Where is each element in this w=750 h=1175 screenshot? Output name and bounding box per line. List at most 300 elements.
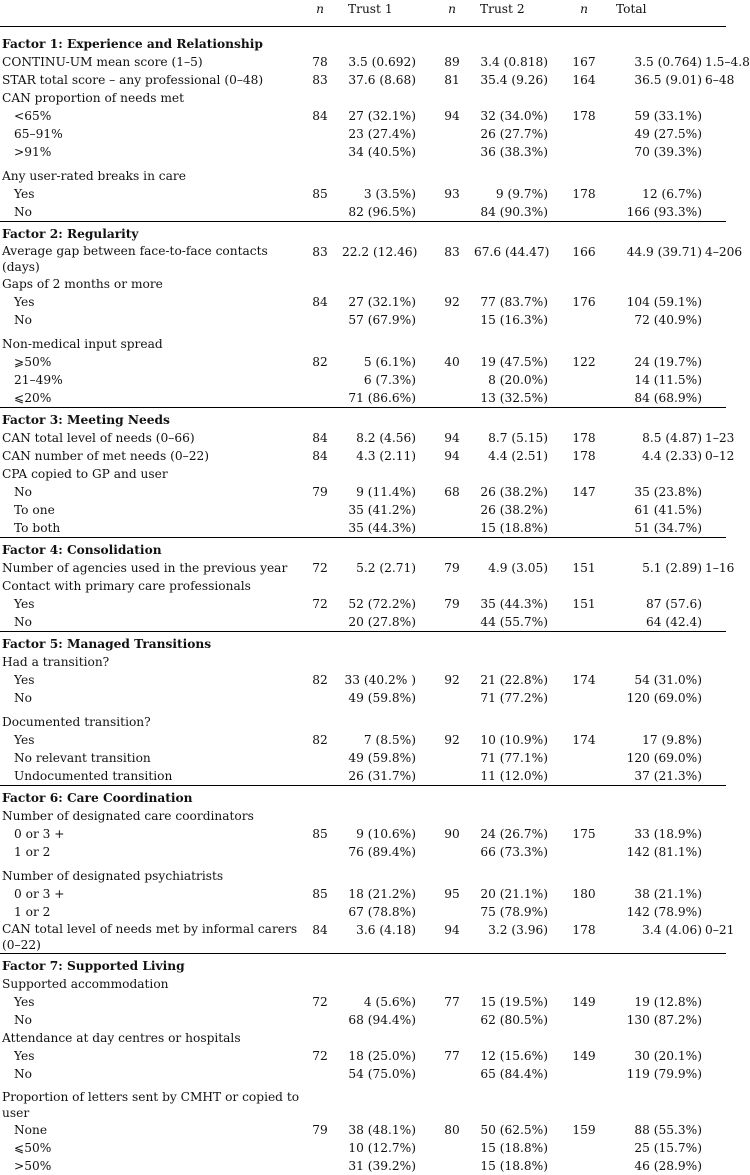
trust1-value <box>340 749 432 767</box>
n-total <box>564 975 604 993</box>
trust1-value <box>340 559 432 577</box>
header-trust2: Trust 2 <box>472 0 564 27</box>
trust1-value <box>340 1029 432 1047</box>
trust1-value <box>340 311 432 329</box>
total-value <box>604 843 726 861</box>
total-value-text: 12 (6.7%) <box>606 185 702 203</box>
n-trust2 <box>432 861 472 885</box>
trust2-value-text: 35 (44.3%) <box>474 595 548 613</box>
row-label: CPA copied to GP and user <box>0 465 300 483</box>
row-label: No <box>0 483 300 501</box>
trust1-value <box>340 329 432 353</box>
n-trust2 <box>432 1157 472 1175</box>
total-value <box>604 89 726 107</box>
total-value <box>604 595 726 613</box>
n-trust2 <box>432 311 472 329</box>
n-trust1 <box>300 1139 340 1157</box>
trust2-value-text: 3.4 (0.818) <box>474 53 548 71</box>
table-subrow <box>0 501 726 519</box>
row-label: ⩽50% <box>0 1139 300 1157</box>
factor-heading: Factor 1: Experience and Relationship <box>0 27 726 54</box>
total-value-text: 72 (40.9%) <box>606 311 702 329</box>
trust2-value <box>472 429 564 447</box>
trust2-value <box>472 1029 564 1047</box>
table-subrow <box>0 1011 726 1029</box>
n-total <box>564 577 604 595</box>
row-label: To one <box>0 501 300 519</box>
trust2-value <box>472 519 564 538</box>
trust1-value <box>340 275 432 293</box>
trust2-value <box>472 707 564 731</box>
n-trust1: 84 <box>300 107 340 125</box>
trust2-value-text: 20 (21.1%) <box>474 885 548 903</box>
n-trust1: 85 <box>300 885 340 903</box>
total-value <box>604 371 726 389</box>
n-total: 178 <box>564 447 604 465</box>
trust2-value <box>472 371 564 389</box>
trust2-value-text: 71 (77.2%) <box>474 689 548 707</box>
total-value-text: 14 (11.5%) <box>606 371 702 389</box>
trust2-value-text: 19 (47.5%) <box>474 353 548 371</box>
total-value-text: 54 (31.0%) <box>606 671 702 689</box>
trust1-value-text: 18 (25.0%) <box>342 1047 416 1065</box>
total-value <box>604 71 726 89</box>
total-value-text: 8.5 (4.87) <box>606 429 702 447</box>
trust1-value <box>340 993 432 1011</box>
trust2-value <box>472 311 564 329</box>
n-total: 167 <box>564 53 604 71</box>
trust2-value-text: 10 (10.9%) <box>474 731 548 749</box>
trust1-value <box>340 89 432 107</box>
total-range: 4–206 <box>705 245 742 259</box>
table-subrow <box>0 519 726 538</box>
trust1-value <box>340 1121 432 1139</box>
table-subrow <box>0 389 726 408</box>
trust2-value <box>472 807 564 825</box>
trust2-value <box>472 1139 564 1157</box>
table-row <box>0 577 726 595</box>
total-value-text: 3.5 (0.764) <box>606 53 702 71</box>
trust1-value-text: 20 (27.8%) <box>342 613 416 631</box>
trust2-value <box>472 53 564 71</box>
trust1-value <box>340 577 432 595</box>
trust2-value <box>472 1083 564 1121</box>
trust2-value-text: 62 (80.5%) <box>474 1011 548 1029</box>
n-trust1 <box>300 1083 340 1121</box>
n-trust1 <box>300 843 340 861</box>
n-total: 175 <box>564 825 604 843</box>
n-total: 122 <box>564 353 604 371</box>
n-total <box>564 861 604 885</box>
n-trust1: 82 <box>300 731 340 749</box>
trust2-value <box>472 329 564 353</box>
trust2-value-text: 50 (62.5%) <box>474 1121 548 1139</box>
n-trust2 <box>432 371 472 389</box>
trust2-value <box>472 921 564 954</box>
total-value-text: 142 (78.9%) <box>606 903 702 921</box>
total-value-text: 142 (81.1%) <box>606 843 702 861</box>
trust2-value <box>472 1065 564 1083</box>
n-total <box>564 1065 604 1083</box>
total-value-text: 120 (69.0%) <box>606 749 702 767</box>
table-body <box>0 27 726 1175</box>
table-row <box>0 975 726 993</box>
n-total: 164 <box>564 71 604 89</box>
factor-heading-row <box>0 222 726 244</box>
row-label: None <box>0 1121 300 1139</box>
total-range: 1.5–4.8 <box>705 55 750 69</box>
n-trust2: 77 <box>432 1047 472 1065</box>
trust1-value <box>340 143 432 161</box>
trust1-value-text: 3.6 (4.18) <box>342 921 416 939</box>
total-value-text: 38 (21.1%) <box>606 885 702 903</box>
n-trust1 <box>300 1065 340 1083</box>
trust2-value-text: 12 (15.6%) <box>474 1047 548 1065</box>
n-total <box>564 125 604 143</box>
n-trust2 <box>432 903 472 921</box>
n-trust1: 84 <box>300 921 340 954</box>
trust2-value <box>472 203 564 222</box>
trust2-value <box>472 353 564 371</box>
n-total <box>564 1157 604 1175</box>
trust1-value-text: 35 (41.2%) <box>342 501 416 519</box>
n-trust1: 82 <box>300 671 340 689</box>
trust1-value <box>340 71 432 89</box>
n-trust2: 81 <box>432 71 472 89</box>
trust2-value <box>472 749 564 767</box>
factor-heading: Factor 4: Consolidation <box>0 538 726 560</box>
trust1-value-text: 9 (11.4%) <box>342 483 416 501</box>
n-trust1 <box>300 311 340 329</box>
total-value <box>604 707 726 731</box>
total-value <box>604 613 726 632</box>
factor-heading-row <box>0 954 726 976</box>
trust2-value <box>472 613 564 632</box>
trust1-value-text: 34 (40.5%) <box>342 143 416 161</box>
trust2-value-text: 71 (77.1%) <box>474 749 548 767</box>
factor-heading-row <box>0 538 726 560</box>
total-value <box>604 671 726 689</box>
trust2-value <box>472 767 564 786</box>
trust1-value-text: 68 (94.4%) <box>342 1011 416 1029</box>
n-total <box>564 389 604 408</box>
total-value <box>604 825 726 843</box>
row-label: Number of designated care coordinators <box>0 807 300 825</box>
n-trust1 <box>300 807 340 825</box>
total-value <box>604 107 726 125</box>
trust2-value-text: 24 (26.7%) <box>474 825 548 843</box>
total-value <box>604 389 726 408</box>
trust1-value-text: 35 (44.3%) <box>342 519 416 537</box>
total-value <box>604 311 726 329</box>
n-trust2 <box>432 1139 472 1157</box>
n-trust2 <box>432 707 472 731</box>
table-subrow <box>0 293 726 311</box>
total-range: 1–16 <box>705 561 734 575</box>
trust1-value-text: 76 (89.4%) <box>342 843 416 861</box>
trust2-value <box>472 843 564 861</box>
n-trust2: 94 <box>432 447 472 465</box>
trust1-value-text: 33 (40.2% ) <box>342 671 416 689</box>
n-total <box>564 1083 604 1121</box>
n-trust1 <box>300 465 340 483</box>
total-value-text: 51 (34.7%) <box>606 519 702 537</box>
n-total: 178 <box>564 921 604 954</box>
n-trust1: 83 <box>300 71 340 89</box>
table-row <box>0 71 726 89</box>
table-subrow <box>0 843 726 861</box>
n-trust2 <box>432 519 472 538</box>
table-subrow <box>0 371 726 389</box>
trust2-value <box>472 501 564 519</box>
table-row <box>0 1029 726 1047</box>
trust1-value <box>340 447 432 465</box>
trust1-value <box>340 243 432 275</box>
n-trust2: 94 <box>432 429 472 447</box>
row-label: Contact with primary care professionals <box>0 577 300 595</box>
trust2-value-text: 26 (27.7%) <box>474 125 548 143</box>
trust2-value <box>472 185 564 203</box>
n-trust1 <box>300 767 340 786</box>
n-trust2 <box>432 143 472 161</box>
total-value <box>604 559 726 577</box>
n-trust2: 92 <box>432 671 472 689</box>
total-value <box>604 429 726 447</box>
row-label: CAN total level of needs (0–66) <box>0 429 300 447</box>
n-total <box>564 1011 604 1029</box>
trust1-value-text: 26 (31.7%) <box>342 767 416 785</box>
total-value <box>604 293 726 311</box>
table-subrow <box>0 671 726 689</box>
trust2-value-text: 65 (84.4%) <box>474 1065 548 1083</box>
total-value-text: 104 (59.1%) <box>606 293 702 311</box>
n-trust1 <box>300 613 340 632</box>
factor-heading: Factor 7: Supported Living <box>0 954 726 976</box>
trust1-value-text: 10 (12.7%) <box>342 1139 416 1157</box>
n-trust1 <box>300 161 340 185</box>
trust1-value-text: 67 (78.8%) <box>342 903 416 921</box>
trust2-value <box>472 595 564 613</box>
n-trust2 <box>432 1011 472 1029</box>
trust2-value-text: 9 (9.7%) <box>474 185 548 203</box>
factor-heading: Factor 6: Care Coordination <box>0 786 726 808</box>
table-row <box>0 243 726 275</box>
total-value <box>604 921 726 954</box>
table-row <box>0 1083 726 1121</box>
trust1-value <box>340 501 432 519</box>
n-trust2 <box>432 1065 472 1083</box>
trust1-value <box>340 293 432 311</box>
n-total <box>564 689 604 707</box>
total-value-text: 19 (12.8%) <box>606 993 702 1011</box>
total-value <box>604 519 726 538</box>
total-value-text: 130 (87.2%) <box>606 1011 702 1029</box>
trust1-value <box>340 1157 432 1175</box>
trust1-value <box>340 1139 432 1157</box>
table-subrow <box>0 1065 726 1083</box>
trust2-value <box>472 1011 564 1029</box>
row-label: Number of designated psychiatrists <box>0 861 300 885</box>
total-value <box>604 767 726 786</box>
n-total <box>564 1139 604 1157</box>
table-row <box>0 707 726 731</box>
factor-heading-row <box>0 632 726 654</box>
trust1-value <box>340 653 432 671</box>
row-label: 0 or 3 + <box>0 885 300 903</box>
total-range: 0–12 <box>705 449 734 463</box>
total-value-text: 35 (23.8%) <box>606 483 702 501</box>
n-total <box>564 501 604 519</box>
trust1-value <box>340 885 432 903</box>
n-trust2: 40 <box>432 353 472 371</box>
row-label: Undocumented transition <box>0 767 300 786</box>
table-subrow <box>0 1139 726 1157</box>
total-value-text: 44.9 (39.71) <box>606 243 702 261</box>
n-total <box>564 161 604 185</box>
total-value <box>604 749 726 767</box>
n-total <box>564 1029 604 1047</box>
trust2-value <box>472 993 564 1011</box>
row-label: Non-medical input spread <box>0 329 300 353</box>
row-label: Supported accommodation <box>0 975 300 993</box>
table-subrow <box>0 767 726 786</box>
table-subrow <box>0 483 726 501</box>
n-trust2 <box>432 329 472 353</box>
row-label: Number of agencies used in the previous year <box>0 559 300 577</box>
table-subrow <box>0 1047 726 1065</box>
header-n-trust2: n <box>432 0 472 27</box>
total-value-text: 49 (27.5%) <box>606 125 702 143</box>
trust2-value <box>472 689 564 707</box>
header-trust1: Trust 1 <box>340 0 432 27</box>
n-trust1: 84 <box>300 447 340 465</box>
n-trust1 <box>300 275 340 293</box>
trust1-value-text: 52 (72.2%) <box>342 595 416 613</box>
n-total: 151 <box>564 595 604 613</box>
factor-heading: Factor 2: Regularity <box>0 222 726 244</box>
table-subrow <box>0 1121 726 1139</box>
table-row <box>0 329 726 353</box>
n-trust1: 85 <box>300 185 340 203</box>
n-trust1 <box>300 329 340 353</box>
table-row <box>0 807 726 825</box>
n-trust2: 79 <box>432 559 472 577</box>
n-total: 178 <box>564 107 604 125</box>
n-trust2: 68 <box>432 483 472 501</box>
trust1-value <box>340 1047 432 1065</box>
trust2-value-text: 13 (32.5%) <box>474 389 548 407</box>
trust2-value <box>472 1121 564 1139</box>
trust2-value-text: 4.9 (3.05) <box>474 559 548 577</box>
n-total <box>564 843 604 861</box>
trust1-value-text: 27 (32.1%) <box>342 293 416 311</box>
n-trust2 <box>432 689 472 707</box>
n-trust1 <box>300 143 340 161</box>
trust2-value-text: 15 (18.8%) <box>474 1157 548 1175</box>
total-value-text: 36.5 (9.01) <box>606 71 702 89</box>
row-label: CONTINU-UM mean score (1–5) <box>0 53 300 71</box>
trust1-value <box>340 465 432 483</box>
trust2-value <box>472 243 564 275</box>
n-total <box>564 311 604 329</box>
n-trust1 <box>300 861 340 885</box>
trust2-value-text: 67.6 (44.47) <box>474 243 548 261</box>
n-trust2: 95 <box>432 885 472 903</box>
trust2-value <box>472 861 564 885</box>
n-trust1 <box>300 1157 340 1175</box>
n-trust2 <box>432 125 472 143</box>
n-trust2 <box>432 807 472 825</box>
n-total: 174 <box>564 671 604 689</box>
row-label: Yes <box>0 1047 300 1065</box>
n-trust2: 80 <box>432 1121 472 1139</box>
total-value <box>604 975 726 993</box>
trust1-value <box>340 595 432 613</box>
trust2-value-text: 8.7 (5.15) <box>474 429 548 447</box>
table-row <box>0 465 726 483</box>
n-trust1: 72 <box>300 1047 340 1065</box>
row-label: 65–91% <box>0 125 300 143</box>
trust1-value-text: 22.2 (12.46) <box>342 243 416 261</box>
total-value-text: 5.1 (2.89) <box>606 559 702 577</box>
row-label: No <box>0 1065 300 1083</box>
total-value-text: 37 (21.3%) <box>606 767 702 785</box>
n-trust2: 89 <box>432 53 472 71</box>
table-subrow <box>0 903 726 921</box>
factor-heading-row <box>0 27 726 54</box>
n-total: 159 <box>564 1121 604 1139</box>
row-label: Average gap between face-to-face contacts (days) <box>0 243 300 275</box>
total-value <box>604 903 726 921</box>
table-subrow <box>0 353 726 371</box>
n-trust2: 79 <box>432 595 472 613</box>
n-trust2 <box>432 975 472 993</box>
trust1-value-text: 31 (39.2%) <box>342 1157 416 1175</box>
n-trust2: 92 <box>432 293 472 311</box>
factor-heading-row <box>0 786 726 808</box>
row-label: Gaps of 2 months or more <box>0 275 300 293</box>
trust1-value-text: 5.2 (2.71) <box>342 559 416 577</box>
table-subrow <box>0 311 726 329</box>
total-value <box>604 243 726 275</box>
row-label: 0 or 3 + <box>0 825 300 843</box>
trust2-value <box>472 559 564 577</box>
trust2-value <box>472 653 564 671</box>
n-total: 149 <box>564 993 604 1011</box>
total-range: 6–48 <box>705 73 734 87</box>
n-trust2 <box>432 465 472 483</box>
row-label: Yes <box>0 731 300 749</box>
table-subrow <box>0 885 726 903</box>
trust1-value-text: 3.5 (0.692) <box>342 53 416 71</box>
trust1-value-text: 57 (67.9%) <box>342 311 416 329</box>
trust2-value-text: 4.4 (2.51) <box>474 447 548 465</box>
n-trust1: 84 <box>300 293 340 311</box>
total-value-text: 166 (93.3%) <box>606 203 702 221</box>
trust1-value <box>340 53 432 71</box>
total-value-text: 61 (41.5%) <box>606 501 702 519</box>
trust2-value-text: 77 (83.7%) <box>474 293 548 311</box>
total-value-text: 25 (15.7%) <box>606 1139 702 1157</box>
total-value <box>604 577 726 595</box>
trust1-value <box>340 921 432 954</box>
total-value <box>604 1011 726 1029</box>
row-label: ⩽20% <box>0 389 300 408</box>
table-row <box>0 447 726 465</box>
trust1-value <box>340 161 432 185</box>
trust1-value <box>340 1065 432 1083</box>
trust1-value-text: 8.2 (4.56) <box>342 429 416 447</box>
